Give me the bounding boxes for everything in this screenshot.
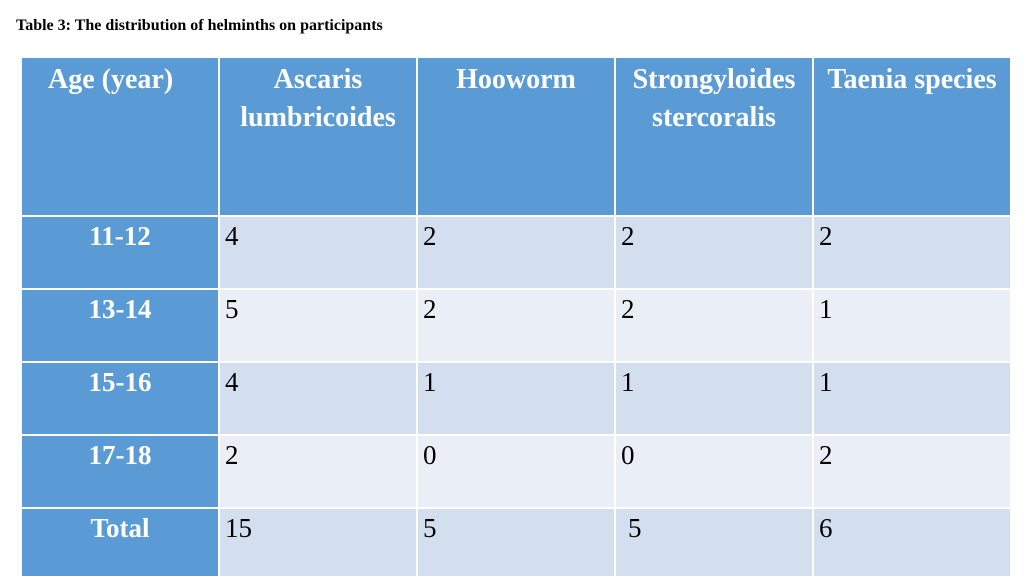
table-cell: 2	[813, 435, 1011, 508]
header-taenia: Taenia species	[813, 57, 1011, 216]
row-label: 15-16	[21, 362, 219, 435]
row-label-total: Total	[21, 508, 219, 576]
table-cell: 0	[615, 435, 813, 508]
table-cell: 6	[813, 508, 1011, 576]
table-cell: 2	[417, 289, 615, 362]
helminth-distribution-table	[20, 56, 1012, 576]
table-row	[21, 289, 1011, 362]
table-cell: 2	[219, 435, 417, 508]
table-cell: 5	[219, 289, 417, 362]
table-cell: 1	[813, 362, 1011, 435]
table-header-row	[21, 57, 1011, 216]
table-cell: 5	[417, 508, 615, 576]
table-cell: 4	[219, 362, 417, 435]
table-row	[21, 216, 1011, 289]
table-cell: 15	[219, 508, 417, 576]
table-cell: 1	[417, 362, 615, 435]
table-cell: 1	[813, 289, 1011, 362]
row-label: 17-18	[21, 435, 219, 508]
table-cell: 2	[813, 216, 1011, 289]
table-cell: 4	[219, 216, 417, 289]
table-cell: 2	[417, 216, 615, 289]
table-cell: 2	[615, 289, 813, 362]
table-row-total	[21, 508, 1011, 576]
header-hookworm: Hooworm	[417, 57, 615, 216]
row-label: 11-12	[21, 216, 219, 289]
table-cell: 5	[615, 508, 813, 576]
table-row	[21, 362, 1011, 435]
table-cell: 0	[417, 435, 615, 508]
table-cell: 1	[615, 362, 813, 435]
header-strongyloides: Strongyloides stercoralis	[615, 57, 813, 216]
table-caption: Table 3: The distribution of helminths on participants	[16, 17, 383, 34]
header-age: Age (year)	[21, 57, 219, 216]
table-row	[21, 435, 1011, 508]
table-cell: 2	[615, 216, 813, 289]
row-label: 13-14	[21, 289, 219, 362]
header-ascaris: Ascaris lumbricoides	[219, 57, 417, 216]
